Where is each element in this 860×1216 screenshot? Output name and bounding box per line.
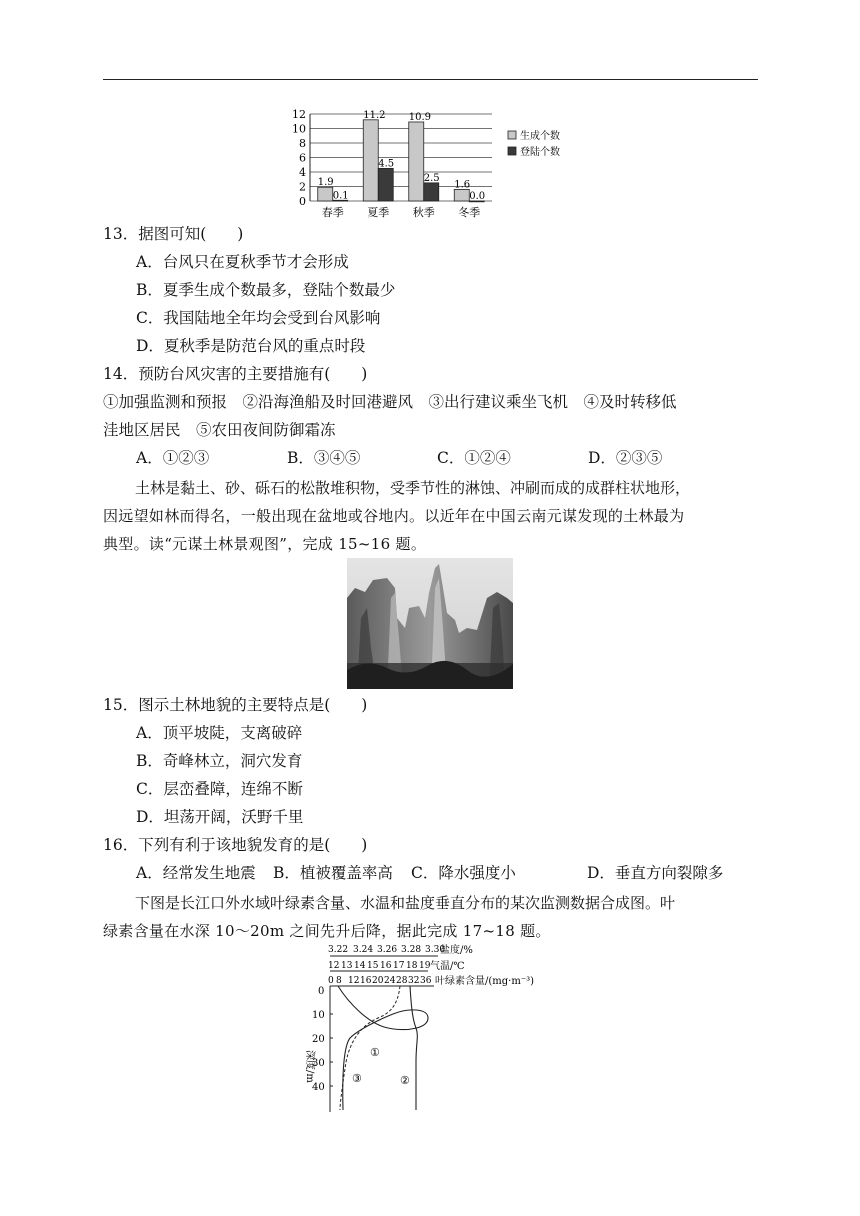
chlorophyll-axis: [328, 974, 534, 987]
q16-stem: 16．下列有利于该地貌发育的是( ): [103, 836, 368, 854]
salinity-axis: [328, 943, 473, 956]
bar: [378, 168, 393, 201]
passage1-line2: 因远望如林而得名，一般出现在盆地或谷地内。以近年在中国云南元谋发现的土林最为: [103, 507, 685, 525]
header-rule: [103, 79, 758, 80]
typhoon-bar-chart: [280, 100, 580, 225]
temp-tick: 14: [354, 961, 366, 971]
data-label: 10.9: [408, 111, 432, 123]
y-tick-label: 0: [299, 195, 306, 208]
q14-choice-a[interactable]: A．①②③: [136, 449, 210, 467]
passage2-line1: 下图是长江口外水域叶绿素含量、水温和盐度垂直分布的某次监测数据合成图。叶: [135, 894, 676, 912]
q16-choice-d[interactable]: D．垂直方向裂隙多: [587, 864, 724, 882]
q14-items-line1: ①加强监测和预报 ②沿海渔船及时回港避风 ③出行建议乘坐飞机 ④及时转移低: [103, 393, 677, 411]
q14-stem: 14．预防台风灾害的主要措施有( ): [103, 365, 368, 383]
chl-tick: 20: [372, 976, 384, 986]
temp-tick: 16: [380, 961, 392, 971]
temp-tick: 19: [419, 961, 431, 971]
passage1-line3: 典型。读“元谋土林景观图”，完成 15~16 题。: [103, 535, 427, 553]
q16-choice-b[interactable]: B．植被覆盖率高: [273, 864, 393, 882]
q13-option-d[interactable]: D．夏秋季是防范台风的重点时段: [136, 337, 366, 355]
chl-tick: 0: [328, 976, 334, 986]
curve-2-temperature: [410, 986, 417, 1110]
chl-tick: 32: [408, 976, 420, 986]
y-tick-label: 4: [299, 166, 306, 179]
q14-items-line2: 洼地区居民 ⑤农田夜间防御霜冻: [103, 421, 336, 439]
q14-choice-c[interactable]: C．①②④: [437, 449, 511, 467]
chlorophyll-label: 叶绿素含量/(mg·m⁻³): [435, 976, 535, 987]
depth-tick: 40: [312, 1082, 325, 1093]
chl-tick: 24: [384, 976, 396, 986]
data-label: 4.5: [378, 158, 395, 170]
data-label: 11.2: [363, 109, 386, 121]
y-tick-label: 2: [299, 180, 306, 194]
x-tick-label: 春季: [321, 206, 344, 219]
bar: [424, 183, 439, 201]
salinity-tick: 3.22: [328, 945, 349, 955]
curve-label-1: ①: [370, 1046, 380, 1059]
legend-swatch: [508, 147, 516, 155]
passage2-line2: 绿素含量在水深 10～20m 之间先升后降，据此完成 17~18 题。: [103, 922, 551, 940]
salinity-tick: 3.24: [353, 945, 374, 955]
q16-choice-c[interactable]: C．降水强度小: [411, 864, 516, 882]
salinity-tick: 3.28: [401, 945, 422, 955]
temp-tick: 17: [393, 961, 405, 971]
chl-tick: 12: [348, 976, 360, 986]
vertical-profile-diagram: [298, 942, 568, 1114]
curve-label-2: ②: [400, 1074, 410, 1087]
temperature-axis: [328, 960, 465, 972]
q15-option-a[interactable]: A．顶平坡陡，支离破碎: [136, 724, 303, 742]
y-tick-label: 10: [292, 122, 306, 136]
yuanmou-earth-forest-photo: [347, 558, 513, 689]
x-tick-label: 夏季: [367, 206, 390, 219]
chl-tick: 16: [360, 976, 372, 986]
data-label: 0.0: [469, 191, 486, 202]
q15-option-d[interactable]: D．坦荡开阔，沃野千里: [136, 808, 304, 826]
bar: [409, 122, 424, 201]
chl-tick: 36: [420, 976, 432, 986]
depth-tick: 20: [312, 1034, 325, 1045]
salinity-label: 盐度/%: [440, 945, 473, 956]
y-tick-label: 12: [292, 108, 306, 121]
temp-tick: 15: [367, 961, 379, 971]
salinity-tick: 3.30: [425, 945, 446, 955]
q14-choice-b[interactable]: B．③④⑤: [287, 449, 361, 467]
q13-stem: 13．据图可知( ): [103, 225, 244, 243]
legend-label: 生成个数: [520, 131, 560, 142]
bar: [454, 189, 469, 201]
depth-tick: 10: [312, 1010, 325, 1021]
chl-tick: 28: [396, 976, 408, 986]
legend-swatch: [508, 131, 516, 139]
data-label: 0.1: [332, 190, 349, 202]
depth-label: 深度/m: [304, 1050, 315, 1083]
q13-option-b[interactable]: B．夏季生成个数最多，登陆个数最少: [136, 281, 396, 299]
temp-tick: 12: [328, 961, 340, 971]
chl-tick: 8: [336, 976, 342, 986]
curve-1-chlorophyll: [338, 986, 428, 1110]
q13-option-c[interactable]: C．我国陆地全年均会受到台风影响: [136, 309, 381, 327]
depth-tick: 30: [312, 1058, 325, 1069]
temp-tick: 13: [341, 961, 353, 971]
x-tick-label: 秋季: [412, 206, 435, 219]
q15-option-b[interactable]: B．奇峰林立，洞穴发育: [136, 752, 303, 770]
y-tick-label: 6: [299, 151, 306, 165]
temperature-label: 气温/℃: [430, 961, 465, 972]
curve-label-3: ③: [352, 1072, 362, 1085]
q15-stem: 15．图示土林地貌的主要特点是( ): [103, 696, 368, 714]
bar: [363, 120, 378, 201]
bar: [318, 187, 333, 201]
q13-option-a[interactable]: A．台风只在夏秋季节才会形成: [136, 253, 349, 271]
data-label: 1.6: [454, 179, 471, 191]
q14-choice-d[interactable]: D．②③⑤: [588, 449, 663, 467]
q16-choice-a[interactable]: A．经常发生地震: [136, 864, 256, 882]
temp-tick: 18: [406, 961, 418, 971]
data-label: 2.5: [423, 172, 440, 184]
y-tick-label: 8: [299, 137, 306, 150]
legend-label: 登陆个数: [520, 147, 560, 158]
salinity-tick: 3.26: [377, 945, 398, 955]
depth-axis: [304, 986, 333, 1112]
depth-tick: 0: [318, 986, 325, 997]
data-label: 1.9: [317, 177, 334, 189]
x-tick-label: 冬季: [458, 206, 481, 219]
passage1-line1: 土林是黏土、砂、砾石的松散堆积物，受季节性的淋蚀、冲刷而成的成群柱状地形，: [135, 479, 691, 497]
q15-option-c[interactable]: C．层峦叠障，连绵不断: [136, 780, 303, 798]
